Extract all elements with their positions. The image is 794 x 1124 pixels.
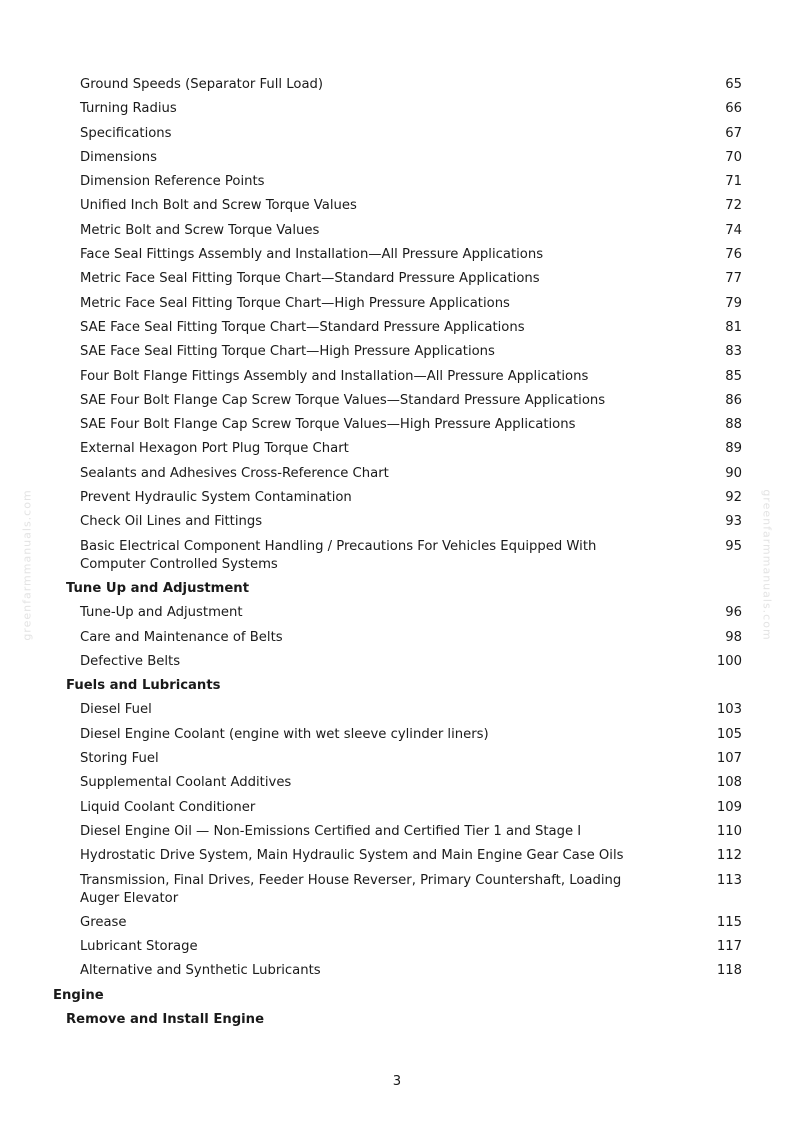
toc-entry[interactable] bbox=[0, 847, 794, 865]
toc-entry[interactable] bbox=[0, 368, 794, 386]
toc-entry-page: 113 bbox=[716, 872, 742, 888]
toc-entry[interactable] bbox=[0, 489, 794, 507]
toc-entry-page: 88 bbox=[725, 417, 742, 433]
toc-entry-page: 66 bbox=[725, 101, 742, 117]
toc-entry[interactable] bbox=[0, 440, 794, 458]
toc-entry-page: 83 bbox=[725, 344, 742, 360]
toc-entry-page: 92 bbox=[725, 490, 742, 506]
toc-entry-page: 65 bbox=[725, 77, 742, 92]
toc-entry-title: Ground Speeds (Separator Full Load) bbox=[80, 77, 324, 92]
toc-entry[interactable] bbox=[0, 149, 794, 167]
toc-entry-page: 108 bbox=[716, 775, 742, 791]
toc-entry-title: Alternative and Synthetic Lubricants bbox=[80, 963, 321, 979]
toc-entry-title: Storing Fuel bbox=[80, 751, 159, 767]
toc-entry-title: Metric Face Seal Fitting Torque Chart—Standard Pressure Applications bbox=[80, 271, 540, 287]
page-number: 3 bbox=[392, 1074, 402, 1089]
toc-entry-title: Liquid Coolant Conditioner bbox=[80, 799, 256, 815]
toc-entry-title: Tune-Up and Adjustment bbox=[80, 605, 243, 621]
toc-entry[interactable] bbox=[0, 125, 794, 143]
toc-entry-page: 115 bbox=[716, 914, 742, 930]
toc-entry-title: SAE Four Bolt Flange Cap Screw Torque Values—Standard Pressure Applications bbox=[80, 392, 606, 408]
toc-entry-title: Remove and Install Engine bbox=[66, 1011, 265, 1027]
toc-entry[interactable] bbox=[0, 76, 794, 94]
toc-entry-title: External Hexagon Port Plug Torque Chart bbox=[80, 441, 349, 457]
toc-entry-title: Metric Bolt and Screw Torque Values bbox=[80, 222, 320, 238]
toc-entry[interactable] bbox=[0, 629, 794, 647]
toc-entry[interactable] bbox=[0, 938, 794, 956]
toc-entry-page: 117 bbox=[716, 939, 742, 955]
toc-entry-title: Basic Electrical Component Handling / Precautions For Vehicles Equipped With Computer Controlled Systems bbox=[80, 538, 597, 572]
toc-section-heading[interactable] bbox=[0, 580, 794, 598]
toc-entry-page: 110 bbox=[716, 823, 742, 839]
toc-entry[interactable] bbox=[0, 246, 794, 264]
toc-entry-page: 89 bbox=[725, 441, 742, 457]
toc-entry[interactable] bbox=[0, 513, 794, 531]
toc-entry-page: 76 bbox=[725, 247, 742, 263]
toc-entry[interactable] bbox=[0, 653, 794, 671]
toc-entry-title: Dimension Reference Points bbox=[80, 174, 265, 190]
toc-entry-title: Defective Belts bbox=[80, 653, 181, 669]
toc-entry[interactable] bbox=[0, 416, 794, 434]
toc-entry-page: 103 bbox=[716, 702, 742, 718]
toc-entry-page: 74 bbox=[725, 222, 742, 238]
toc-entry-page: 95 bbox=[725, 538, 742, 554]
toc-entry-page: 67 bbox=[725, 125, 742, 141]
toc-entry[interactable] bbox=[0, 538, 794, 574]
toc-entry[interactable] bbox=[0, 343, 794, 361]
toc-entry-page: 77 bbox=[725, 271, 742, 287]
toc-entry-page: 107 bbox=[716, 751, 742, 767]
toc-entry[interactable] bbox=[0, 774, 794, 792]
toc-entry[interactable] bbox=[0, 701, 794, 719]
toc-entry-page: 81 bbox=[725, 319, 742, 335]
toc-entry-title: Diesel Fuel bbox=[80, 702, 152, 718]
toc-entry-title: Hydrostatic Drive System, Main Hydraulic System and Main Engine Gear Case Oils bbox=[80, 848, 624, 864]
toc-entry-title: Metric Face Seal Fitting Torque Chart—High Pressure Applications bbox=[80, 295, 510, 311]
toc-entry-page: 70 bbox=[725, 149, 742, 165]
toc-entry[interactable] bbox=[0, 173, 794, 191]
toc-entry-title: Face Seal Fittings Assembly and Installation—All Pressure Applications bbox=[80, 247, 544, 263]
toc-entry[interactable] bbox=[0, 465, 794, 483]
toc-entry-title: Specifications bbox=[80, 125, 172, 141]
toc-entry-title: Sealants and Adhesives Cross-Reference Chart bbox=[80, 465, 389, 481]
toc-entry[interactable] bbox=[0, 270, 794, 288]
toc-entry-title: Transmission, Final Drives, Feeder House Reverser, Primary Countershaft, Loading Auger Elevator bbox=[80, 872, 622, 906]
toc-entry[interactable] bbox=[0, 962, 794, 980]
toc-entry[interactable] bbox=[0, 392, 794, 410]
toc-entry-page: 85 bbox=[725, 368, 742, 384]
toc-entry-title: Tune Up and Adjustment bbox=[66, 580, 250, 596]
toc-entry[interactable] bbox=[0, 914, 794, 932]
toc-entry-title: Supplemental Coolant Additives bbox=[80, 775, 292, 791]
table-of-contents bbox=[0, 76, 794, 1035]
toc-entry[interactable] bbox=[0, 197, 794, 215]
toc-entry-page: 118 bbox=[716, 963, 742, 979]
toc-entry-title: Diesel Engine Coolant (engine with wet sleeve cylinder liners) bbox=[80, 726, 489, 742]
toc-entry-page: 96 bbox=[725, 605, 742, 621]
toc-entry-title: Dimensions bbox=[80, 149, 157, 165]
toc-section-heading[interactable] bbox=[0, 1011, 794, 1029]
toc-entry-title: Care and Maintenance of Belts bbox=[80, 629, 283, 645]
toc-entry[interactable] bbox=[0, 319, 794, 337]
toc-entry-page: 86 bbox=[725, 392, 742, 408]
toc-section-heading[interactable] bbox=[0, 987, 794, 1005]
toc-entry-page: 93 bbox=[725, 514, 742, 530]
toc-entry-title: Prevent Hydraulic System Contamination bbox=[80, 490, 352, 506]
toc-entry[interactable] bbox=[0, 726, 794, 744]
toc-entry-page: 98 bbox=[725, 629, 742, 645]
toc-entry[interactable] bbox=[0, 295, 794, 313]
toc-entry-title: Diesel Engine Oil — Non-Emissions Certified and Certified Tier 1 and Stage I bbox=[80, 823, 582, 839]
toc-entry-page: 100 bbox=[716, 653, 742, 669]
watermark-left: greenfarmmanuals.com bbox=[20, 489, 34, 641]
toc-entry[interactable] bbox=[0, 799, 794, 817]
toc-entry[interactable] bbox=[0, 750, 794, 768]
toc-entry-title: SAE Face Seal Fitting Torque Chart—High Pressure Applications bbox=[80, 344, 495, 360]
toc-entry[interactable] bbox=[0, 604, 794, 622]
toc-entry[interactable] bbox=[0, 222, 794, 240]
toc-entry-page: 105 bbox=[716, 726, 742, 742]
toc-entry-page: 112 bbox=[716, 848, 742, 864]
toc-entry-page: 72 bbox=[725, 198, 742, 214]
toc-entry-title: Check Oil Lines and Fittings bbox=[80, 514, 263, 530]
toc-entry-title: Four Bolt Flange Fittings Assembly and Installation—All Pressure Applications bbox=[80, 368, 589, 384]
toc-entry-page: 109 bbox=[716, 799, 742, 815]
toc-section-heading[interactable] bbox=[0, 677, 794, 695]
toc-entry-page: 90 bbox=[725, 465, 742, 481]
toc-entry-title: Fuels and Lubricants bbox=[66, 678, 221, 694]
toc-entry[interactable] bbox=[0, 100, 794, 118]
toc-entry-title: Grease bbox=[80, 914, 127, 930]
toc-entry-page: 71 bbox=[725, 174, 742, 190]
toc-entry-title: Lubricant Storage bbox=[80, 939, 198, 955]
toc-entry[interactable] bbox=[0, 823, 794, 841]
toc-entry-title: Unified Inch Bolt and Screw Torque Values bbox=[80, 198, 357, 214]
watermark-right: greenfarmmanuals.com bbox=[760, 489, 774, 641]
toc-entry-title: Engine bbox=[53, 987, 104, 1003]
toc-entry-title: Turning Radius bbox=[80, 101, 177, 117]
toc-entry-page: 79 bbox=[725, 295, 742, 311]
toc-entry[interactable] bbox=[0, 872, 794, 908]
toc-entry-title: SAE Face Seal Fitting Torque Chart—Standard Pressure Applications bbox=[80, 319, 525, 335]
toc-entry-title: SAE Four Bolt Flange Cap Screw Torque Values—High Pressure Applications bbox=[80, 417, 576, 433]
